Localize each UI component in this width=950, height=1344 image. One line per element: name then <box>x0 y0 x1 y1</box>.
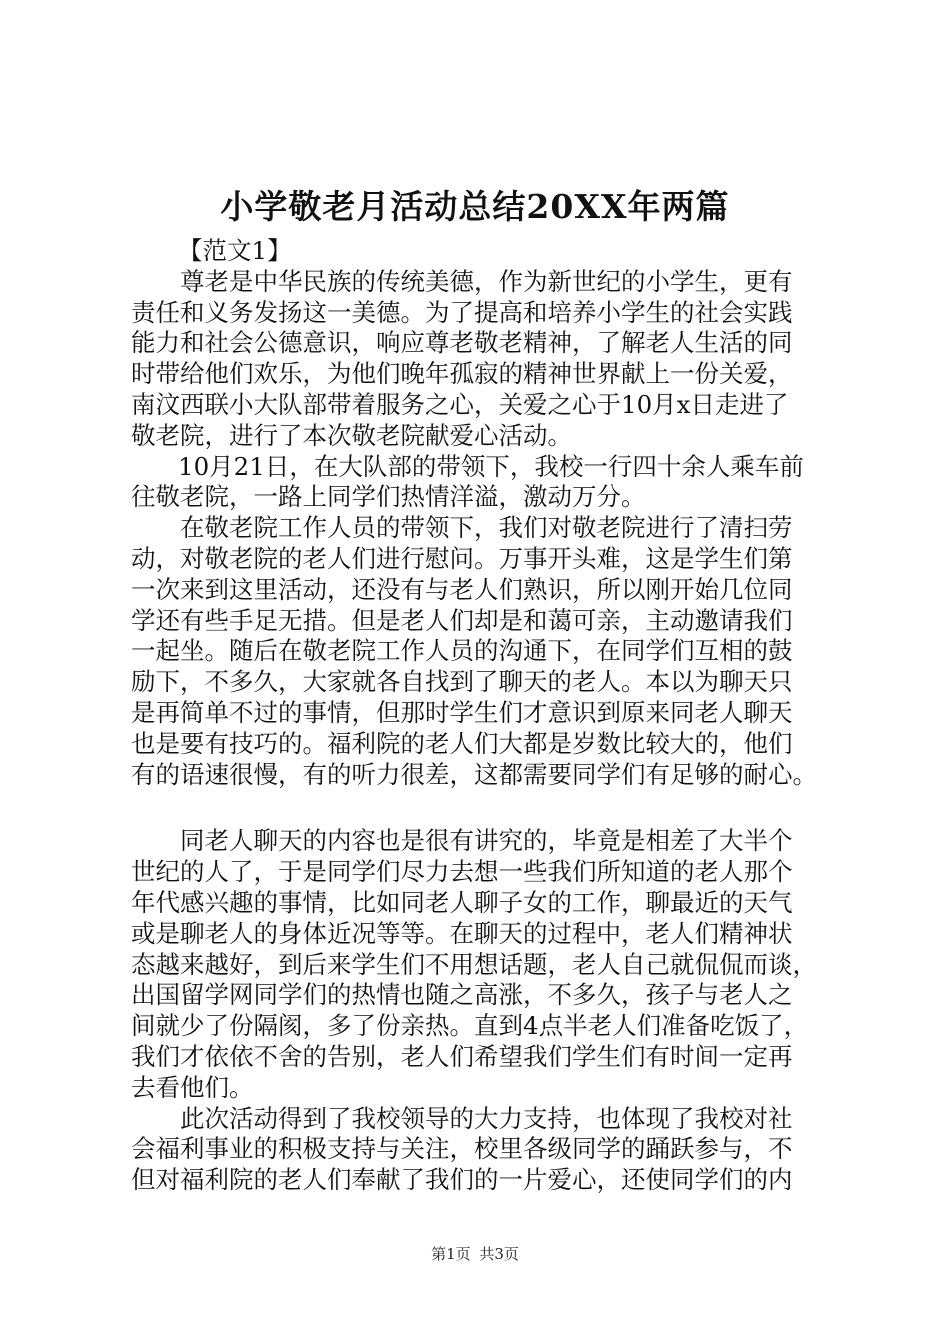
paragraph-line: 态越来越好，到后来学生们不用想话题，老人自己就侃侃而谈， <box>131 949 817 979</box>
paragraph-line: 世纪的人了，于是同学们尽力去想一些我们所知道的老人那个 <box>131 857 793 887</box>
document-body <box>131 236 851 1196</box>
paragraph-line: 有的语速很慢，有的听力很差，这都需要同学们有足够的耐心。 <box>131 759 817 789</box>
paragraph-line: 出国留学网同学们的热情也随之高涨，不多久，孩子与老人之 <box>131 980 793 1010</box>
paragraph-line: 往敬老院，一路上同学们热情洋溢，激动万分。 <box>131 482 646 512</box>
paragraph-line: 动，对敬老院的老人们进行慰问。万事开头难，这是学生们第 <box>131 543 793 573</box>
paragraph-line: 是再简单不过的事情，但那时学生们才意识到原来同老人聊天 <box>131 697 793 727</box>
paragraph-line: 时带给他们欢乐，为他们晚年孤寂的精神世界献上一份关爱， <box>131 359 793 389</box>
page-total: 共3页 <box>479 1245 519 1263</box>
paragraph-line: 尊老是中华民族的传统美德，作为新世纪的小学生，更有 <box>180 266 793 296</box>
paragraph-line: 励下，不多久，大家就各自找到了聊天的老人。本以为聊天只 <box>131 667 793 697</box>
paragraph-line: 但对福利院的老人们奉献了我们的一片爱心，还使同学们的内 <box>131 1165 793 1195</box>
paragraph-line: 10月21日，在大队部的带领下，我校一行四十余人乘车前 <box>178 451 804 481</box>
paragraph-line: 学还有些手足无措。但是老人们却是和蔼可亲，主动邀请我们 <box>131 605 793 635</box>
paragraph-line: 去看他们。 <box>131 1072 254 1102</box>
paragraph-line: 一起坐。随后在敬老院工作人员的沟通下，在同学们互相的鼓 <box>131 636 793 666</box>
paragraph-line: 敬老院，进行了本次敬老院献爱心活动。 <box>131 420 572 450</box>
document-title: 小学敬老月活动总结20XX年两篇 <box>220 187 730 226</box>
paragraph-line: 我们才依依不舍的告别，老人们希望我们学生们有时间一定再 <box>131 1041 793 1071</box>
paragraph-spacer <box>131 790 851 826</box>
section-label: 【范文1】 <box>178 236 292 265</box>
page-footer <box>0 1244 950 1264</box>
paragraph-line: 责任和义务发扬这一美德。为了提高和培养小学生的社会实践 <box>131 297 793 327</box>
paragraph-line: 南汶西联小大队部带着服务之心，关爱之心于10月x日走进了 <box>131 389 789 419</box>
page-number: 第1页 <box>431 1245 471 1263</box>
paragraph-line: 同老人聊天的内容也是很有讲究的，毕竟是相差了大半个 <box>180 826 793 856</box>
paragraph-line: 也是要有技巧的。福利院的老人们大都是岁数比较大的，他们 <box>131 728 793 758</box>
paragraph-line: 在敬老院工作人员的带领下，我们对敬老院进行了清扫劳 <box>180 513 793 543</box>
paragraph-line: 此次活动得到了我校领导的大力支持，也体现了我校对社 <box>180 1103 793 1133</box>
paragraph-line: 或是聊老人的身体近况等等。在聊天的过程中，老人们精神状 <box>131 918 793 948</box>
paragraph-line: 能力和社会公德意识，响应尊老敬老精神，了解老人生活的同 <box>131 328 793 358</box>
paragraph-line: 年代感兴趣的事情，比如同老人聊子女的工作，聊最近的天气 <box>131 887 793 917</box>
paragraph-line: 一次来到这里活动，还没有与老人们熟识，所以刚开始几位同 <box>131 574 793 604</box>
paragraph-line: 会福利事业的积极支持与关注，校里各级同学的踊跃参与，不 <box>131 1134 793 1164</box>
paragraph-line: 间就少了份隔阂，多了份亲热。直到4点半老人们准备吃饭了， <box>131 1011 809 1041</box>
